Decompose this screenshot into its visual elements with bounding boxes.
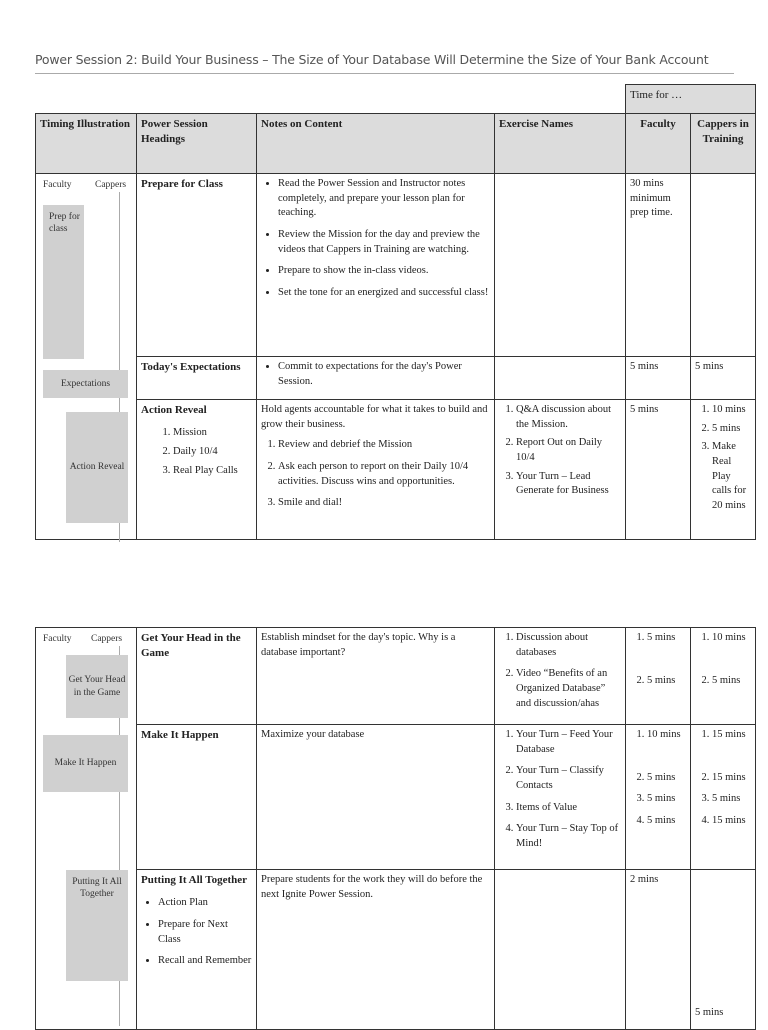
header-cappers: Cappers in Training — [691, 114, 756, 174]
list-item: • Prepare to show the in-class videos. — [278, 264, 490, 279]
list-item: 1. 10 mins — [712, 403, 751, 418]
list-item: 1. Mission — [173, 426, 252, 441]
expectations-box: Expectations — [43, 370, 128, 398]
cappers-putting-together: 5 mins — [691, 870, 756, 1030]
header-headings: Power Session Headings — [137, 114, 257, 174]
list-item: 3. Real Play Calls — [173, 464, 252, 479]
putting-together-box: Putting It All Together — [66, 870, 128, 981]
table-row — [36, 357, 756, 400]
heading-action-reveal: Action Reveal — [141, 404, 207, 416]
header-notes: Notes on Content — [257, 114, 495, 174]
list-item: 4. 15 mins — [712, 814, 751, 829]
header-exercises: Exercise Names — [495, 114, 626, 174]
list-item: 4. 5 mins — [647, 814, 686, 829]
timing-illustration-2 — [36, 628, 137, 1030]
list-item: 2. Report Out on Daily 10/4 — [516, 436, 621, 465]
list-item: 4. Your Turn – Stay Top of Mind! — [516, 822, 621, 851]
schedule-table-1 — [35, 84, 756, 540]
faculty-putting-together: 2 mins — [626, 870, 691, 1030]
action-reveal-box: Action Reveal — [66, 412, 128, 523]
table-row — [36, 628, 756, 725]
table-row — [36, 400, 756, 540]
list-item: • Action Plan — [158, 896, 252, 911]
notes-head-in-game: Establish mindset for the day's topic. Why is a database important? — [257, 628, 495, 725]
heading-expectations: Today's Expectations — [137, 357, 257, 400]
timing-label-cappers: Cappers — [91, 634, 123, 644]
prep-box: Prep for class — [43, 205, 84, 359]
heading-putting-together: Putting It All Together — [141, 874, 248, 886]
list-item: 1. 10 mins — [712, 631, 751, 646]
heading-head-in-game: Get Your Head in the Game — [137, 628, 257, 725]
heading-prepare: Prepare for Class — [137, 174, 257, 357]
list-item: 3. 5 mins — [647, 792, 686, 807]
table-row — [36, 725, 756, 870]
time-for-header: Time for … — [626, 85, 756, 114]
list-item: 1. 10 mins — [647, 728, 686, 743]
list-item: 1. Q&A discussion about the Mission. — [516, 403, 621, 432]
page-title: Power Session 2: Build Your Business – The Size of Your Database Will Determine the Size of Your Bank Account — [35, 52, 709, 67]
list-item: 2. Video “Benefits of an Organized Database” and discussion/ahas — [516, 667, 621, 711]
make-it-happen-box: Make It Happen — [43, 735, 128, 792]
faculty-prepare: 30 mins minimum prep time. — [626, 174, 691, 357]
list-item: 3. Make Real Play calls for 20 mins — [712, 440, 751, 513]
list-item: 2. 15 mins — [712, 771, 751, 786]
list-item: 2. Daily 10/4 — [173, 445, 252, 460]
notes-make-it-happen: Maximize your database — [257, 725, 495, 870]
timing-illustration-1 — [36, 174, 137, 540]
head-in-game-box: Get Your Head in the Game — [66, 655, 128, 718]
notes-putting-together: Prepare students for the work they will do before the next Ignite Power Session. — [257, 870, 495, 1030]
list-item: 1. 5 mins — [647, 631, 686, 646]
title-divider — [35, 73, 734, 74]
cappers-expectations: 5 mins — [691, 357, 756, 400]
list-item: • Set the tone for an energized and successful class! — [278, 286, 490, 301]
list-item: • Prepare for Next Class — [158, 918, 252, 947]
list-item: 1. Review and debrief the Mission — [278, 438, 490, 453]
timing-label-faculty: Faculty — [43, 180, 72, 190]
list-item: 1. Discussion about databases — [516, 631, 621, 660]
list-item: 2. 5 mins — [647, 771, 686, 786]
list-item: • Read the Power Session and Instructor notes completely, and prepare your lesson plan for teaching. — [278, 177, 490, 221]
notes-prepare — [257, 174, 495, 357]
notes-action-reveal-intro: Hold agents accountable for what it takes to build and grow their business. — [261, 404, 488, 430]
list-item: 3. Smile and dial! — [278, 496, 490, 511]
list-item: • Recall and Remember — [158, 954, 252, 969]
list-item: 2. Your Turn – Classify Contacts — [516, 764, 621, 793]
list-item: 1. 15 mins — [712, 728, 751, 743]
list-item: 2. 5 mins — [647, 674, 686, 689]
list-item: • Review the Mission for the day and preview the videos that Cappers in Training are watching. — [278, 228, 490, 257]
list-item: 3. Your Turn – Lead Generate for Business — [516, 470, 621, 499]
list-item: • Commit to expectations for the day's Power Session. — [278, 360, 490, 389]
timing-label-cappers: Cappers — [95, 180, 127, 190]
heading-make-it-happen: Make It Happen — [137, 725, 257, 870]
timing-label-faculty: Faculty — [43, 634, 72, 644]
header-faculty: Faculty — [626, 114, 691, 174]
table-row — [36, 174, 756, 357]
faculty-expectations: 5 mins — [626, 357, 691, 400]
header-timing: Timing Illustration — [36, 114, 137, 174]
table-row — [36, 870, 756, 1030]
list-item: 2. 5 mins — [712, 422, 751, 437]
list-item: 1. Your Turn – Feed Your Database — [516, 728, 621, 757]
faculty-action-reveal: 5 mins — [626, 400, 691, 540]
list-item: 2. 5 mins — [712, 674, 751, 689]
list-item: 3. Items of Value — [516, 801, 621, 816]
list-item: 3. 5 mins — [712, 792, 751, 807]
list-item: 2. Ask each person to report on their Daily 10/4 activities. Discuss wins and opportunities. — [278, 460, 490, 489]
schedule-table-2 — [35, 627, 756, 1030]
